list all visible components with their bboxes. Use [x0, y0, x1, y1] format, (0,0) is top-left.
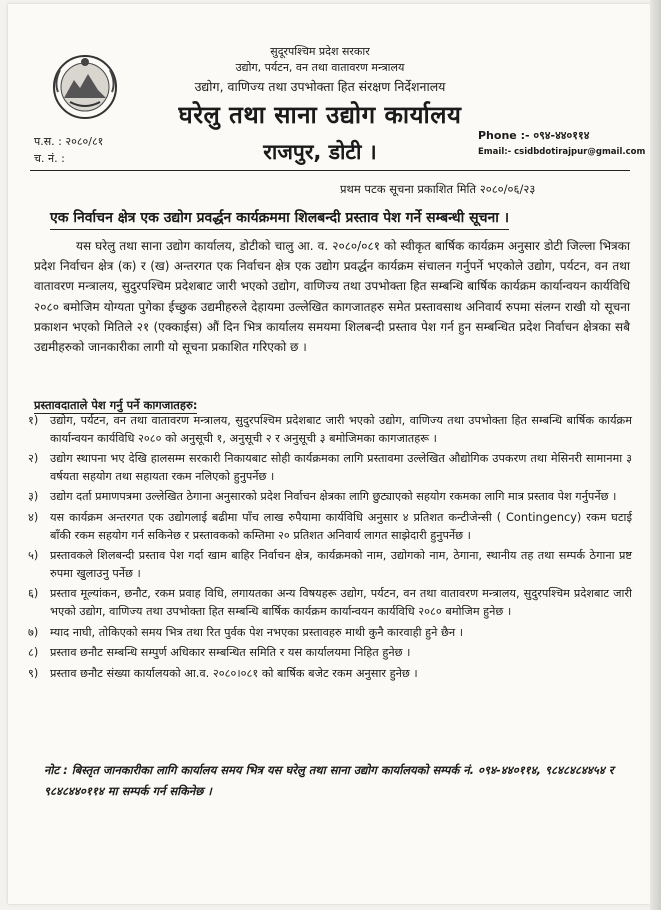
list-item [28, 665, 632, 683]
item-text: प्रस्ताव छनौट संख्या कार्यालयको आ.व. २०८०।०८१ को बार्षिक बजेट रकम अनुसार हुनेछ । [50, 666, 418, 680]
ministry-name: उद्योग, पर्यटन, वन तथा वातावरण मन्त्रालय [235, 61, 405, 74]
documents-heading: प्रस्तावदाताले पेश गर्नु पर्ने कागजातहरु: [34, 398, 198, 412]
item-number: ७) [28, 625, 39, 639]
item-text: प्रस्तावकले शिलबन्दी प्रस्ताव पेश गर्दा खाम बाहिर निर्वाचन क्षेत्र, कार्यक्रमको नाम, उद्योगको नाम, ठेगाना, स्थानीय तह तथा सम्पर्क ठेगाना प्रष्ट रुपमा खुलाउनु पर्नेछ । [50, 549, 632, 580]
email-address: Email:- csidbdotirajpur@gmail.com [478, 147, 646, 157]
item-text: यस कार्यक्रम अन्तरगत एक उद्योगलाई बढीमा पाँच लाख रुपैयामा कार्यविधि अनुसार ४ प्रतिशत कन्टीजेन्सी ( Contingency) रकम घटाई बाँकी रकम सहयोग गर्न सकिनेछ र प्रस्तावकको कम्तिमा २० प्रतिशत अनिवार्य लागत साझेदारी हुनुपर्नेछ । [50, 510, 632, 542]
list-item [28, 624, 632, 642]
list-item [28, 644, 632, 662]
office-location: राजपुर, डोटी । [263, 140, 377, 164]
phone-number: Phone :- ०९४-४४०११४ [478, 129, 590, 142]
dispatch-number: च. नं. : [34, 152, 65, 165]
item-text: प्रस्ताव छनौट सम्बन्धि सम्पुर्ण अधिकार सम्बन्धित समिति र यस कार्यालयमा निहित हुनेछ । [50, 646, 411, 660]
item-number: ४) [28, 510, 39, 524]
item-text: म्याद नाघी, तोकिएको समय भित्र तथा रित पुर्वक पेश नभएका प्रस्तावहरु माथी कुनै कारवाही हुने छैन । [50, 625, 464, 639]
list-item [28, 547, 632, 582]
item-number: २) [28, 452, 39, 466]
page-edge [650, 0, 661, 910]
list-item [28, 585, 632, 620]
item-number: ६) [28, 587, 39, 601]
contact-note: नोट : बिस्तृत जानकारीका लागि कार्यालय समय भित्र यस घरेलु तथा साना उद्योग कार्यालयको सम्पर्क नं. ०९४-४४०११४, ९८४८४८४४५४ र ९८४८४४०११४ मा सम्पर्क गर्न सकिनेछ । [44, 763, 614, 798]
item-number: ८) [28, 646, 39, 660]
item-number: ९) [28, 666, 39, 680]
list-item [28, 450, 632, 485]
documents-list [28, 412, 632, 685]
government-name: सुदूरपश्चिम प्रदेश सरकार [270, 45, 370, 58]
list-item [28, 509, 632, 544]
item-number: ५) [28, 549, 39, 563]
header-divider [30, 170, 630, 171]
item-text: प्रस्ताव मूल्यांकन, छनौट, रकम प्रवाह विधि, लगायतका अन्य विषयहरू उद्योग, पर्यटन, वन तथा वातावरण मन्त्रालय, सुदुरपश्चिम प्रदेशबाट जारी भएको उद्योग, वाणिज्य तथा उपभोक्ता हित सम्बन्धि बार्षिक कार्यक्रम कार्यान्वयन कार्यविधि २०८० बमोजिम हुनेछ । [50, 587, 632, 618]
item-number: १) [28, 414, 39, 427]
item-text: उद्योग स्थापना भए देखि हालसम्म सरकारी निकायबाट सोही कार्यक्रमका लागि प्रस्तावमा उल्लेखित औद्योगिक उपकरण तथा मेसिनरी सामानमा ३ वर्षयता सहयोग तथा सहायता रकम नलिएको हुनुपर्नेछ । [50, 452, 632, 483]
directorate-name: उद्योग, वाणिज्य तथा उपभोक्ता हित संरक्षण निर्देशनालय [194, 79, 446, 94]
nepal-emblem-icon [50, 52, 120, 122]
reference-number: प.स. : २०८०/८१ [34, 135, 104, 148]
list-item [28, 412, 632, 447]
item-number: ३) [28, 490, 39, 504]
notice-body: यस घरेलु तथा साना उद्योग कार्यालय, डोटीको चालु आ. व. २०८०/०८१ को स्वीकृत बार्षिक कार्यक्रम अनुसार डोटी जिल्ला भित्रका प्रदेश निर्वाचन क्षेत्र (क) र (ख) अन्तरगत एक निर्वाचन क्षेत्र एक उद्योग प्रवर्द्धन कार्यक्रम संचालन गर्नुपर्ने भएकोले उद्योग, पर्यटन, वन तथा वातावरण मन्त्रालय, सुदुरपश्चिम प्रदेशबाट जारी भएको उद्योग, वाणिज्य तथा उपभोक्ता हित सम्बन्धि बार्षिक कार्यक्रम कार्यान्वयन कार्यविधि २०८० बमोजिम योग्यता पुगेका ईच्छुक उद्यमीहरुले देहायमा उल्लेखित कागजातहरु समेत प्रस्तावसाथ अनिवार्य रुपमा संलग्न राखी यो सूचना प्रकाशन भएको मितिले २१ (एक्काईस) औं दिन भित्र कार्यालय समयमा शिलबन्दी प्रस्ताव पेश गर्न हुन सम्बन्धित प्रदेश निर्वाचन क्षेत्रका सबै उद्यमीहरुको जानकारीका लागी यो सूचना प्रकाशित गरिएको छ । [34, 239, 630, 355]
item-text: उद्योग दर्ता प्रमाणपत्रमा उल्लेखित ठेगाना अनुसारको प्रदेश निर्वाचन क्षेत्रका लागि छुट्याएको सहयोग रकमका लागि मात्र प्रस्ताव पेश गर्नुपर्नेछ । [50, 490, 617, 504]
item-text: उद्योग, पर्यटन, वन तथा वातावरण मन्त्रालय, सुदुरपश्चिम प्रदेशबाट जारी भएको उद्योग, वाणिज्य तथा उपभोक्ता हित सम्बन्धि बार्षिक कार्यक्रम कार्यान्वयन कार्यविधि २०८० को अनुसूची १, अनुसूची २ र अनुसूची ३ बमोजिमका कागजातहरू । [50, 414, 632, 445]
list-item [28, 488, 632, 506]
published-date: प्रथम पटक सूचना प्रकाशित मिति २०८०/०६/२३ [340, 182, 536, 196]
notice-subject: एक निर्वाचन क्षेत्र एक उद्योग प्रवर्द्धन कार्यक्रममा शिलबन्दी प्रस्ताव पेश गर्ने सम्बन्धी सूचना । [50, 208, 509, 230]
office-name: घरेलु तथा साना उद्योग कार्यालय [178, 101, 462, 129]
